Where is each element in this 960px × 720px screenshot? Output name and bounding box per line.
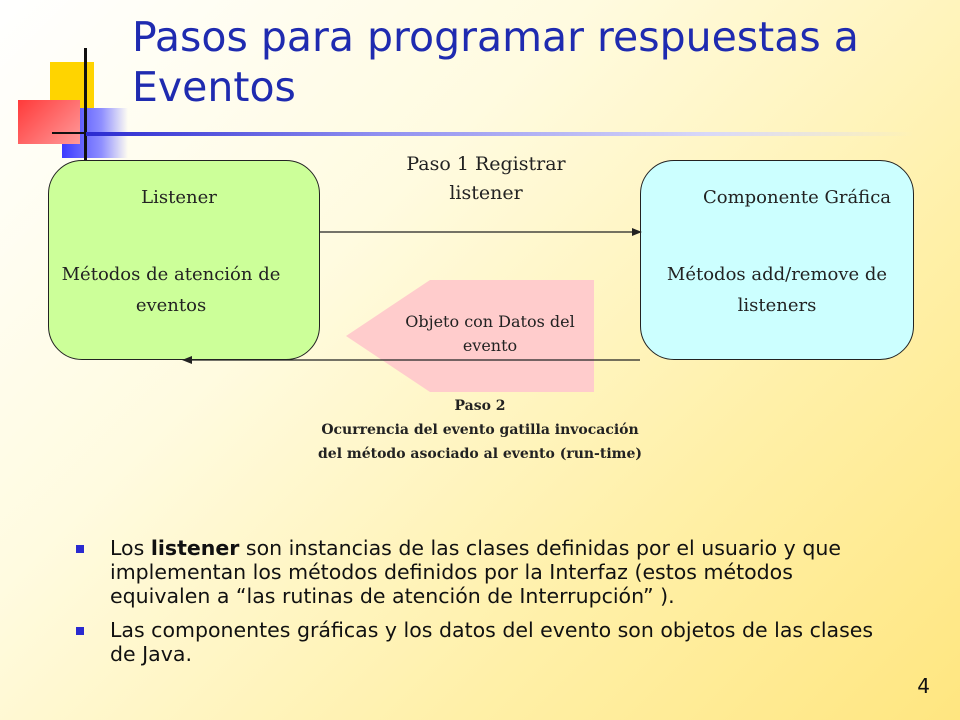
paso2-line3: del método asociado al evento (run-time) <box>318 446 642 462</box>
bullet-item: Las componentes gráficas y los datos del evento son objetos de las clases de Java. <box>76 618 896 666</box>
paso2-label <box>270 394 690 466</box>
bullet-marker-icon <box>76 545 84 553</box>
slide-title: Pasos para programar respuestas a Eventos <box>132 13 859 111</box>
listener-bold-term: listener <box>150 536 240 560</box>
event-arrowhead <box>182 356 192 364</box>
paso2-title: Paso 2 <box>454 398 506 414</box>
component-box-title: Componente Gráfica <box>702 187 891 208</box>
bullet-marker-icon <box>76 627 84 635</box>
event-object-label: Objeto con Datos del evento <box>405 312 575 355</box>
page-number: 4 <box>917 674 930 698</box>
component-box-body: Métodos add/remove de listeners <box>666 264 888 316</box>
paso1-label: Paso 1 Registrar listener <box>406 153 566 204</box>
bullet-list <box>76 536 896 676</box>
listener-box-title: Listener <box>141 187 217 208</box>
register-arrowhead <box>632 228 642 236</box>
bullet-item: Los listener son instancias de las clases definidas por el usuario y que implementan los métodos definidos por la Interfaz (estos métodos equivalen a “las rutinas de atención de Interrupción” ). <box>76 536 896 608</box>
listener-box-body: Métodos de atención de eventos <box>61 264 281 316</box>
paso2-line2: Ocurrencia del evento gatilla invocación <box>321 422 639 438</box>
